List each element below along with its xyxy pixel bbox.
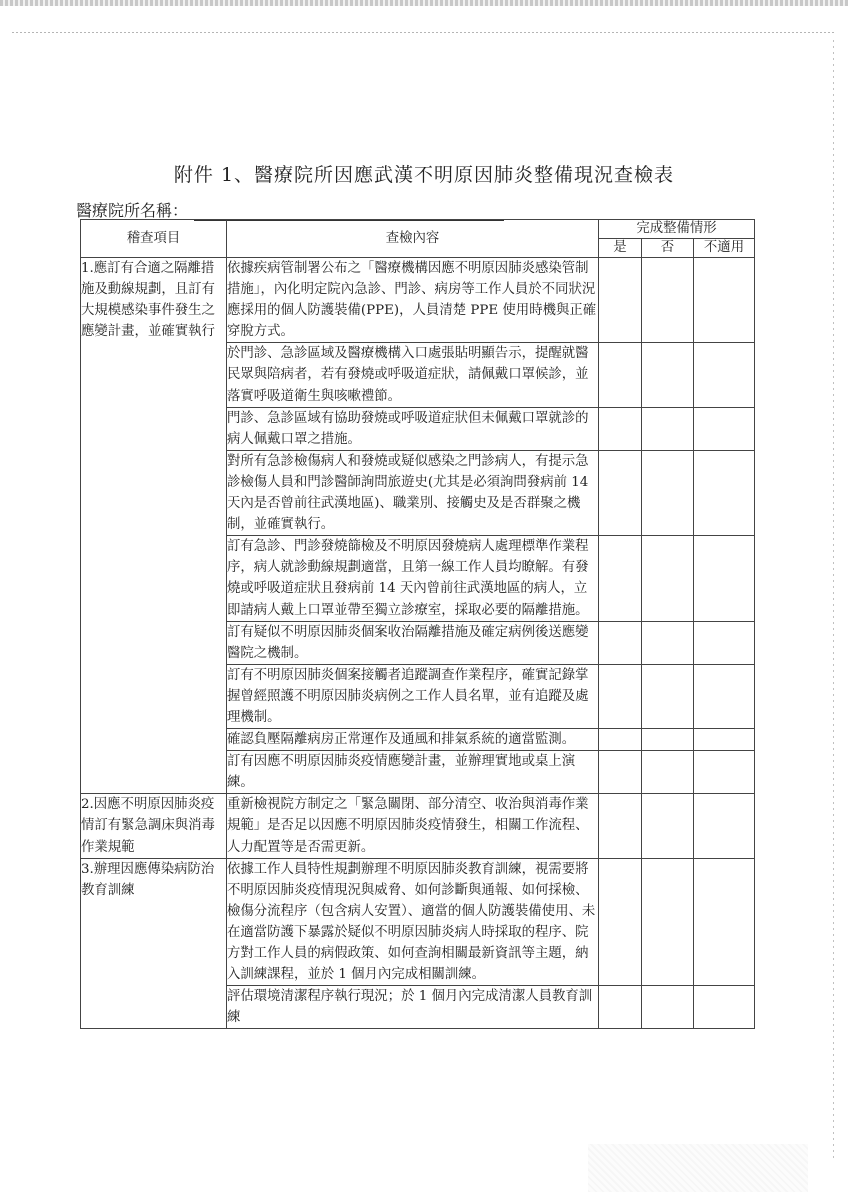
hospital-name-label: 醫療院所名稱： — [76, 201, 189, 220]
content-cell: 門診、急診區域有協助發燒或呼吸道症狀但未佩戴口罩就診的病人佩戴口罩之措施。 — [227, 407, 599, 450]
check-yes-cell[interactable] — [599, 407, 642, 450]
check-yes-cell[interactable] — [599, 751, 642, 794]
header-item: 稽查項目 — [81, 220, 227, 258]
item-cell-3: 3.辦理因應傳染病防治教育訓練 — [81, 858, 227, 1029]
header-na: 不適用 — [694, 239, 755, 258]
check-na-cell[interactable] — [694, 450, 755, 535]
scan-fold-line — [12, 32, 836, 33]
header-no: 否 — [642, 239, 694, 258]
check-no-cell[interactable] — [642, 621, 694, 664]
check-yes-cell[interactable] — [599, 858, 642, 986]
check-yes-cell[interactable] — [599, 621, 642, 664]
check-na-cell[interactable] — [694, 407, 755, 450]
scan-right-edge — [833, 40, 834, 1160]
check-no-cell[interactable] — [642, 343, 694, 407]
check-no-cell[interactable] — [642, 664, 694, 728]
content-cell: 訂有不明原因肺炎個案接觸者追蹤調查作業程序，確實記錄掌握曾經照護不明原因肺炎病例之工作人員名單，並有追蹤及處理機制。 — [227, 664, 599, 728]
table-row — [81, 858, 755, 986]
check-no-cell[interactable] — [642, 407, 694, 450]
check-na-cell[interactable] — [694, 343, 755, 407]
content-cell: 確認負壓隔離病房正常運作及通風和排氣系統的適當監測。 — [227, 729, 599, 751]
item-cell-2: 2.因應不明原因肺炎疫情訂有緊急調床與消毒作業規範 — [81, 794, 227, 858]
check-no-cell[interactable] — [642, 450, 694, 535]
check-na-cell[interactable] — [694, 751, 755, 794]
table-row — [81, 258, 755, 343]
scan-top-edge — [0, 0, 848, 6]
check-na-cell[interactable] — [694, 258, 755, 343]
check-na-cell[interactable] — [694, 536, 755, 621]
check-no-cell[interactable] — [642, 258, 694, 343]
check-yes-cell[interactable] — [599, 450, 642, 535]
check-na-cell[interactable] — [694, 986, 755, 1029]
check-yes-cell[interactable] — [599, 729, 642, 751]
check-yes-cell[interactable] — [599, 794, 642, 858]
check-yes-cell[interactable] — [599, 986, 642, 1029]
check-na-cell[interactable] — [694, 858, 755, 986]
document-title: 附件 1、醫療院所因應武漢不明原因肺炎整備現況查檢表 — [173, 164, 675, 186]
header-content: 查檢內容 — [227, 220, 599, 258]
content-cell: 訂有急診、門診發燒篩檢及不明原因發燒病人處理標準作業程序，病人就診動線規劃適當，且第一線工作人員均瞭解。有發燒或呼吸道症狀且發病前 14 天內曾前往武漢地區的病人，立即請病人戴上口罩並帶至獨立診療室，採取必要的隔離措施。 — [227, 536, 599, 621]
check-no-cell[interactable] — [642, 536, 694, 621]
content-cell: 對所有急診檢傷病人和發燒或疑似感染之門診病人，有提示急診檢傷人員和門診醫師詢問旅遊史(尤其是必須詢問發病前 14 天內是否曾前往武漢地區)、職業別、接觸史及是否群聚之機制，並確實執行。 — [227, 450, 599, 535]
check-yes-cell[interactable] — [599, 343, 642, 407]
content-cell: 訂有疑似不明原因肺炎個案收治隔離措施及確定病例後送應變醫院之機制。 — [227, 621, 599, 664]
content-cell: 於門診、急診區域及醫療機構入口處張貼明顯告示，提醒就醫民眾與陪病者，若有發燒或呼吸道症狀，請佩戴口罩候診，並落實呼吸道衛生與咳嗽禮節。 — [227, 343, 599, 407]
check-na-cell[interactable] — [694, 794, 755, 858]
hospital-name-field — [76, 198, 504, 221]
check-no-cell[interactable] — [642, 729, 694, 751]
content-cell: 評估環境清潔程序執行現況；於 1 個月內完成清潔人員教育訓練 — [227, 986, 599, 1029]
header-status: 完成整備情形 — [599, 220, 755, 239]
header-yes: 是 — [599, 239, 642, 258]
content-cell: 依據工作人員特性規劃辦理不明原因肺炎教育訓練，視需要將不明原因肺炎疫情現況與威脅、如何診斷與通報、如何採檢、檢傷分流程序（包含病人安置）、適當的個人防護裝備使用、未在適當防護下暴露於疑似不明原因肺炎病人時採取的程序、院方對工作人員的病假政策、如何查詢相關最新資訊等主題，納入訓練課程，並於 1 個月內完成相關訓練。 — [227, 858, 599, 986]
check-no-cell[interactable] — [642, 858, 694, 986]
check-yes-cell[interactable] — [599, 258, 642, 343]
table-row — [81, 794, 755, 858]
check-na-cell[interactable] — [694, 664, 755, 728]
check-no-cell[interactable] — [642, 794, 694, 858]
content-cell: 訂有因應不明原因肺炎疫情應變計畫，並辦理實地或桌上演練。 — [227, 751, 599, 794]
check-yes-cell[interactable] — [599, 536, 642, 621]
check-no-cell[interactable] — [642, 986, 694, 1029]
check-no-cell[interactable] — [642, 751, 694, 794]
content-cell: 依據疾病管制署公布之「醫療機構因應不明原因肺炎感染管制措施」，內化明定院內急診、門診、病房等工作人員於不同狀況應採用的個人防護裝備(PPE)，人員清楚 PPE 使用時機與正確穿脫方式。 — [227, 258, 599, 343]
content-cell: 重新檢視院方制定之「緊急關閉、部分清空、收治與消毒作業規範」是否足以因應不明原因肺炎疫情發生，相關工作流程、人力配置等是否需更新。 — [227, 794, 599, 858]
check-yes-cell[interactable] — [599, 664, 642, 728]
checklist-table — [80, 219, 755, 1029]
scan-noise-patch — [588, 1144, 808, 1192]
item-cell-1: 1.應訂有合適之隔離措施及動線規劃，且訂有大規模感染事件發生之應變計畫，並確實執行 — [81, 258, 227, 794]
check-na-cell[interactable] — [694, 729, 755, 751]
check-na-cell[interactable] — [694, 621, 755, 664]
